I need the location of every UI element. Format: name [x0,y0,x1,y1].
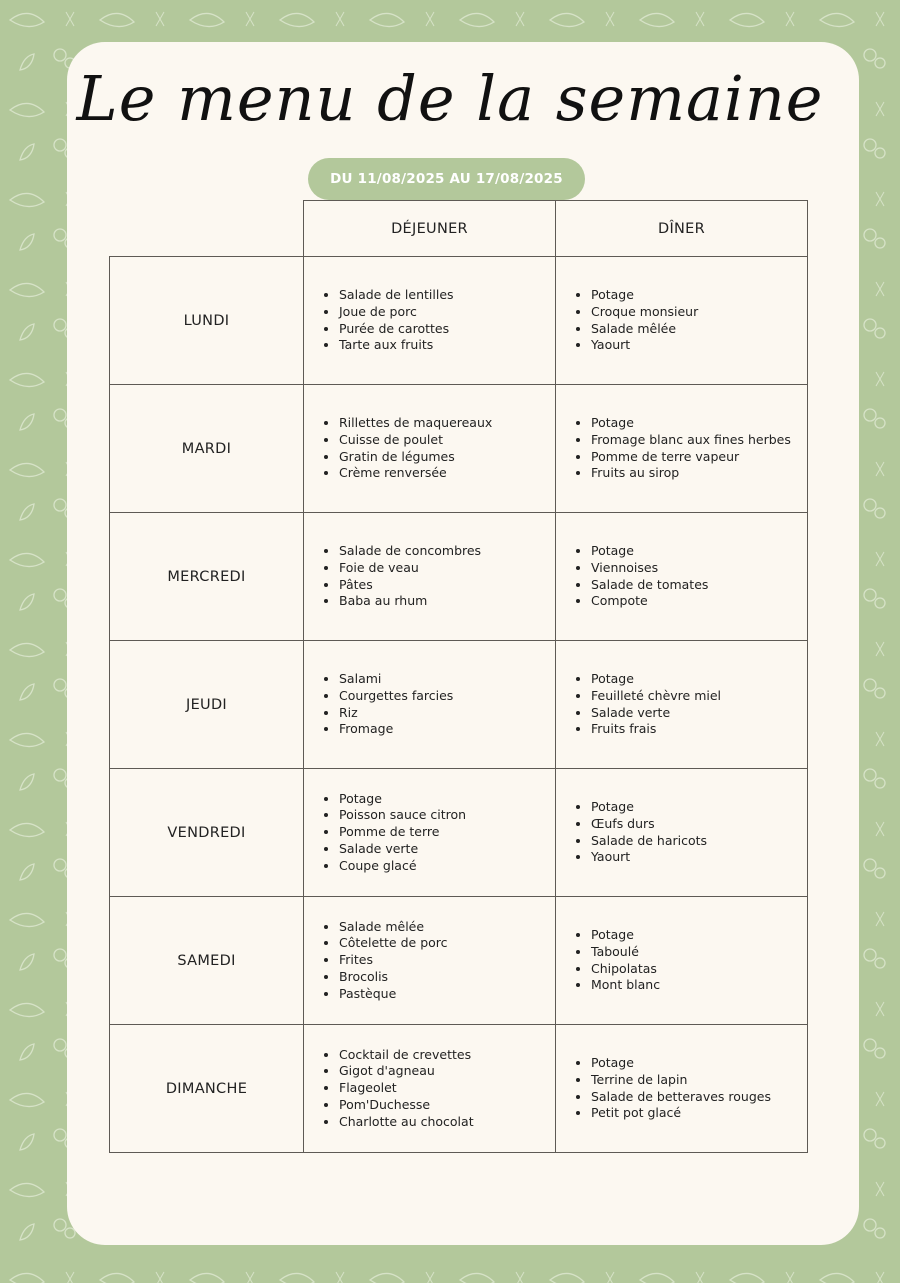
lunch-list [304,1047,555,1131]
day-row [110,385,808,513]
dish-item: • Salade de lentilles [339,287,555,304]
dish-item: • Courgettes farcies [339,688,555,705]
dish-item: • Potage [591,415,807,432]
dish-item: • Taboulé [591,944,807,961]
day-label: DIMANCHE [110,1025,304,1153]
weekly-menu-table [109,200,808,1153]
dish-item: • Coupe glacé [339,858,555,875]
dish-item: • Rillettes de maquereaux [339,415,555,432]
dish-item: • Salade mêlée [591,321,807,338]
dish-item: • Yaourt [591,849,807,866]
dish-item: • Baba au rhum [339,593,555,610]
dish-item: • Fruits au sirop [591,465,807,482]
day-label: MARDI [110,385,304,513]
dish-item: • Riz [339,705,555,722]
dish-item: • Brocolis [339,969,555,986]
dish-item: • Tarte aux fruits [339,337,555,354]
lunch-list [304,919,555,1003]
dish-item: • Terrine de lapin [591,1072,807,1089]
dish-item: • Potage [591,287,807,304]
dinner-list [556,543,807,610]
dish-item: • Salade de betteraves rouges [591,1089,807,1106]
dish-item: • Potage [339,791,555,808]
dinner-cell [556,897,808,1025]
column-header-dinner: DÎNER [556,201,808,257]
dish-item: • Joue de porc [339,304,555,321]
date-range-badge: DU 11/08/2025 AU 17/08/2025 [308,158,585,200]
dinner-cell [556,1025,808,1153]
lunch-cell [304,641,556,769]
column-header-lunch: DÉJEUNER [304,201,556,257]
dish-item: • Salade de haricots [591,833,807,850]
dish-item: • Œufs durs [591,816,807,833]
day-label: VENDREDI [110,769,304,897]
day-row [110,513,808,641]
dish-item: • Potage [591,927,807,944]
lunch-list [304,671,555,738]
dish-item: • Flageolet [339,1080,555,1097]
day-label: SAMEDI [110,897,304,1025]
dish-item: • Pâtes [339,577,555,594]
lunch-cell [304,1025,556,1153]
day-row [110,769,808,897]
dish-item: • Salade de concombres [339,543,555,560]
day-label: LUNDI [110,257,304,385]
dish-item: • Frites [339,952,555,969]
lunch-cell [304,513,556,641]
dish-item: • Salade de tomates [591,577,807,594]
day-row [110,897,808,1025]
dish-item: • Pomme de terre [339,824,555,841]
lunch-list [304,543,555,610]
day-row [110,1025,808,1153]
dinner-cell [556,513,808,641]
dish-item: • Potage [591,1055,807,1072]
dinner-cell [556,769,808,897]
dish-item: • Poisson sauce citron [339,807,555,824]
dish-item: • Charlotte au chocolat [339,1114,555,1131]
dinner-cell [556,257,808,385]
dish-item: • Crème renversée [339,465,555,482]
lunch-cell [304,897,556,1025]
dish-item: • Salade verte [591,705,807,722]
dish-item: • Cuisse de poulet [339,432,555,449]
lunch-list [304,791,555,875]
dish-item: • Salade mêlée [339,919,555,936]
dish-item: • Cocktail de crevettes [339,1047,555,1064]
dish-item: • Foie de veau [339,560,555,577]
dinner-cell [556,385,808,513]
dish-item: • Mont blanc [591,977,807,994]
dish-item: • Fromage [339,721,555,738]
dinner-list [556,1055,807,1122]
dinner-list [556,671,807,738]
lunch-list [304,287,555,354]
lunch-list [304,415,555,482]
dish-item: • Côtelette de porc [339,935,555,952]
dish-item: • Fromage blanc aux fines herbes [591,432,807,449]
lunch-cell [304,257,556,385]
dish-item: • Viennoises [591,560,807,577]
table-corner [110,201,304,257]
dish-item: • Salade verte [339,841,555,858]
dish-item: • Purée de carottes [339,321,555,338]
lunch-cell [304,769,556,897]
day-label: MERCREDI [110,513,304,641]
dish-item: • Gratin de légumes [339,449,555,466]
dinner-cell [556,641,808,769]
dish-item: • Yaourt [591,337,807,354]
dinner-list [556,799,807,866]
dish-item: • Fruits frais [591,721,807,738]
day-row [110,641,808,769]
dish-item: • Pomme de terre vapeur [591,449,807,466]
dish-item: • Pastèque [339,986,555,1003]
day-label: JEUDI [110,641,304,769]
dish-item: • Potage [591,671,807,688]
dish-item: • Salami [339,671,555,688]
dish-item: • Chipolatas [591,961,807,978]
dish-item: • Croque monsieur [591,304,807,321]
dinner-list [556,927,807,994]
page-title: Le menu de la semaine [76,62,824,135]
dish-item: • Gigot d'agneau [339,1063,555,1080]
dinner-list [556,415,807,482]
lunch-cell [304,385,556,513]
menu-rows [110,257,808,1153]
dish-item: • Feuilleté chèvre miel [591,688,807,705]
dish-item: • Potage [591,543,807,560]
dinner-list [556,287,807,354]
dish-item: • Petit pot glacé [591,1105,807,1122]
dish-item: • Pom'Duchesse [339,1097,555,1114]
dish-item: • Compote [591,593,807,610]
dish-item: • Potage [591,799,807,816]
day-row [110,257,808,385]
